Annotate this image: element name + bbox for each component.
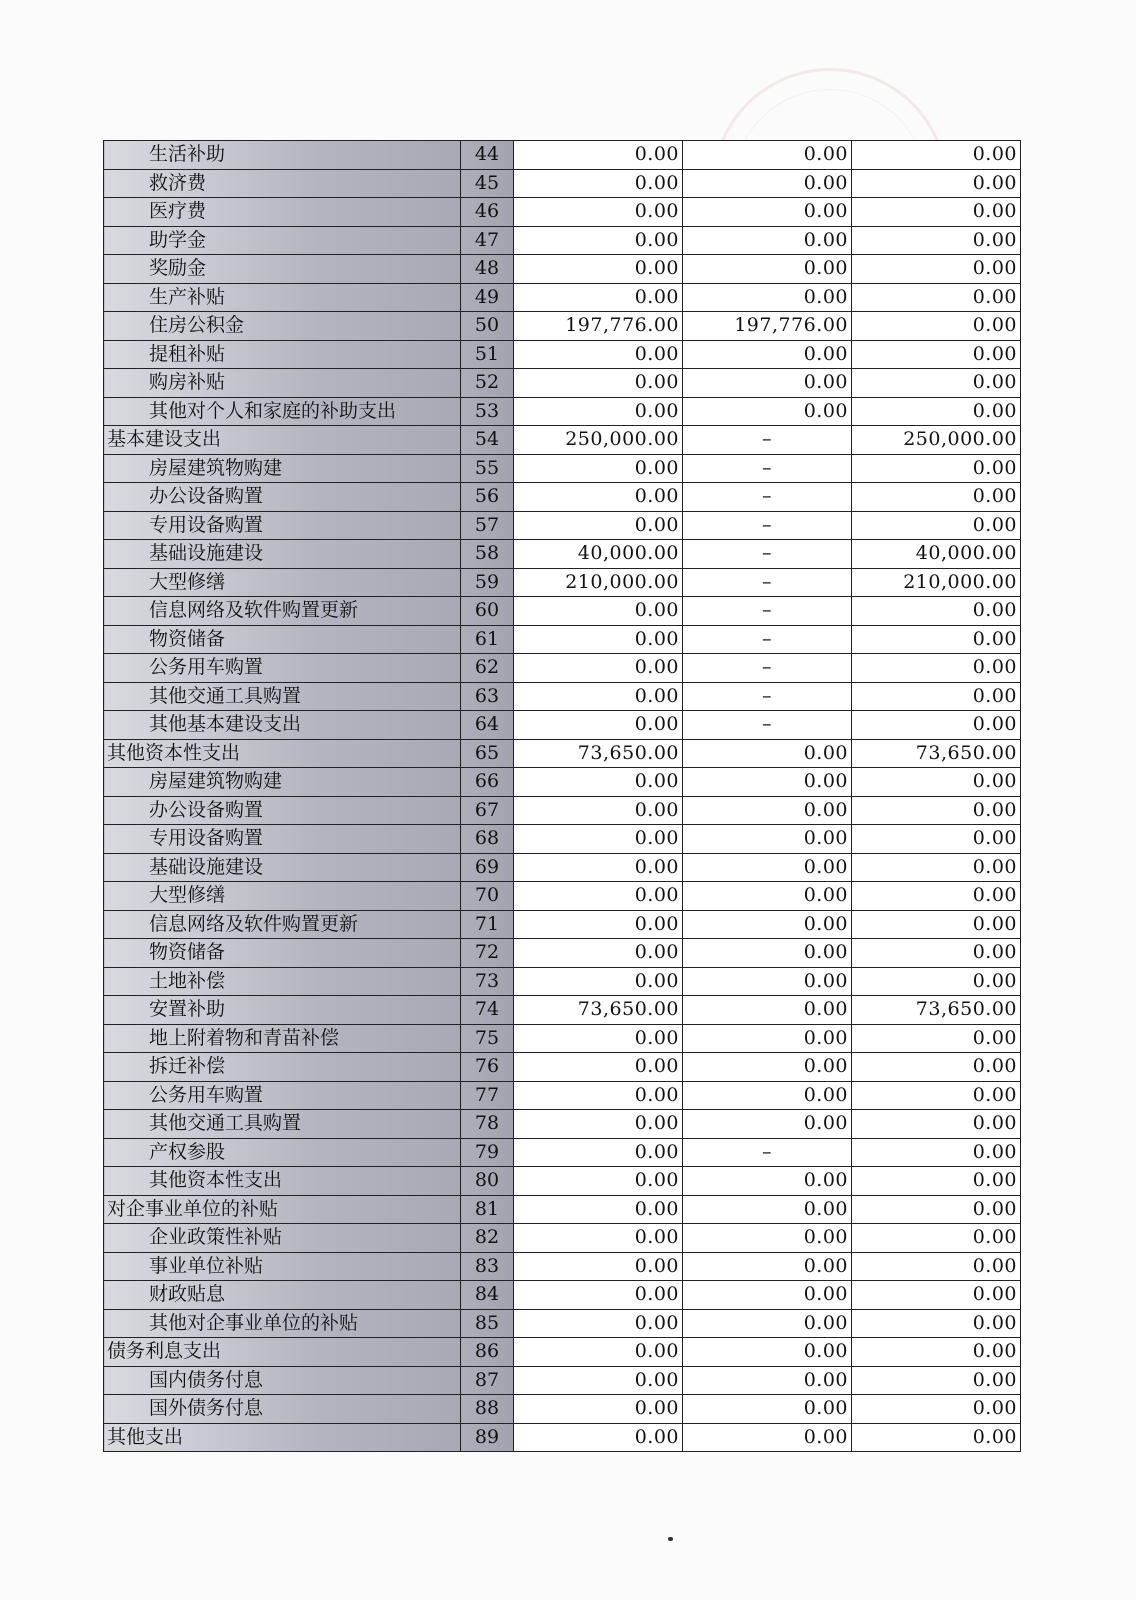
row-name-cell: 土地补偿: [104, 967, 461, 996]
value-col1-cell: 0.00: [514, 939, 683, 968]
table-row: [104, 682, 1021, 711]
row-name-cell: 公务用车购置: [104, 654, 461, 683]
row-name-cell: 生产补贴: [104, 283, 461, 312]
row-number-cell: 54: [461, 426, 514, 455]
value-col1-cell: 0.00: [514, 255, 683, 284]
value-col3-cell: 0.00: [852, 1395, 1021, 1424]
table-row: [104, 996, 1021, 1025]
value-col1-cell: 0.00: [514, 796, 683, 825]
value-col3-cell: 0.00: [852, 825, 1021, 854]
row-name-cell: 产权参股: [104, 1138, 461, 1167]
row-number-cell: 62: [461, 654, 514, 683]
value-col3-cell: 0.00: [852, 511, 1021, 540]
table-row: [104, 1138, 1021, 1167]
row-number-cell: 53: [461, 397, 514, 426]
row-number-cell: 60: [461, 597, 514, 626]
table-row: [104, 1053, 1021, 1082]
value-col2-cell: 0.00: [683, 169, 852, 198]
value-col2-cell: 0.00: [683, 1224, 852, 1253]
row-name-cell: 救济费: [104, 169, 461, 198]
row-name-cell: 对企事业单位的补贴: [104, 1195, 461, 1224]
value-col3-cell: 0.00: [852, 711, 1021, 740]
row-number-cell: 80: [461, 1167, 514, 1196]
value-col3-cell: 0.00: [852, 1138, 1021, 1167]
value-col1-cell: 0.00: [514, 483, 683, 512]
table-row: [104, 654, 1021, 683]
value-col3-cell: 0.00: [852, 255, 1021, 284]
value-col1-cell: 0.00: [514, 397, 683, 426]
value-col1-cell: 0.00: [514, 910, 683, 939]
row-number-cell: 68: [461, 825, 514, 854]
value-col2-cell: 0.00: [683, 226, 852, 255]
value-col3-cell: 0.00: [852, 1081, 1021, 1110]
value-col2-cell: 0.00: [683, 825, 852, 854]
value-col1-cell: 0.00: [514, 682, 683, 711]
value-col2-cell: –: [683, 540, 852, 569]
value-col3-cell: 0.00: [852, 1309, 1021, 1338]
row-number-cell: 73: [461, 967, 514, 996]
value-col3-cell: 0.00: [852, 1281, 1021, 1310]
row-number-cell: 79: [461, 1138, 514, 1167]
row-name-cell: 医疗费: [104, 198, 461, 227]
value-col2-cell: 197,776.00: [683, 312, 852, 341]
value-col1-cell: 73,650.00: [514, 739, 683, 768]
value-col1-cell: 0.00: [514, 1081, 683, 1110]
row-number-cell: 52: [461, 369, 514, 398]
row-number-cell: 46: [461, 198, 514, 227]
value-col2-cell: –: [683, 483, 852, 512]
value-col2-cell: 0.00: [683, 283, 852, 312]
value-col3-cell: 0.00: [852, 597, 1021, 626]
row-number-cell: 82: [461, 1224, 514, 1253]
table-row: [104, 597, 1021, 626]
value-col2-cell: –: [683, 454, 852, 483]
value-col2-cell: 0.00: [683, 853, 852, 882]
value-col1-cell: 0.00: [514, 1138, 683, 1167]
table-row: [104, 226, 1021, 255]
value-col2-cell: 0.00: [683, 255, 852, 284]
value-col2-cell: 0.00: [683, 1252, 852, 1281]
row-name-cell: 公务用车购置: [104, 1081, 461, 1110]
value-col3-cell: 0.00: [852, 1252, 1021, 1281]
value-col2-cell: 0.00: [683, 1309, 852, 1338]
value-col1-cell: 0.00: [514, 1224, 683, 1253]
value-col1-cell: 0.00: [514, 1252, 683, 1281]
row-name-cell: 其他支出: [104, 1423, 461, 1452]
row-number-cell: 89: [461, 1423, 514, 1452]
row-name-cell: 住房公积金: [104, 312, 461, 341]
value-col1-cell: 0.00: [514, 1366, 683, 1395]
row-number-cell: 61: [461, 625, 514, 654]
value-col3-cell: 73,650.00: [852, 739, 1021, 768]
value-col3-cell: 0.00: [852, 967, 1021, 996]
value-col2-cell: 0.00: [683, 1081, 852, 1110]
value-col2-cell: 0.00: [683, 1053, 852, 1082]
table-row: [104, 426, 1021, 455]
row-name-cell: 专用设备购置: [104, 825, 461, 854]
table-row: [104, 255, 1021, 284]
row-number-cell: 72: [461, 939, 514, 968]
value-col2-cell: 0.00: [683, 397, 852, 426]
value-col3-cell: 0.00: [852, 198, 1021, 227]
row-name-cell: 大型修缮: [104, 882, 461, 911]
row-name-cell: 安置补助: [104, 996, 461, 1025]
row-name-cell: 物资储备: [104, 939, 461, 968]
value-col3-cell: 0.00: [852, 768, 1021, 797]
value-col2-cell: 0.00: [683, 967, 852, 996]
expenditure-table: [103, 140, 1021, 1452]
value-col1-cell: 250,000.00: [514, 426, 683, 455]
row-number-cell: 69: [461, 853, 514, 882]
table-row: [104, 1338, 1021, 1367]
value-col3-cell: 0.00: [852, 796, 1021, 825]
value-col1-cell: 0.00: [514, 454, 683, 483]
value-col2-cell: –: [683, 654, 852, 683]
row-name-cell: 大型修缮: [104, 568, 461, 597]
value-col2-cell: 0.00: [683, 1195, 852, 1224]
value-col3-cell: 0.00: [852, 483, 1021, 512]
row-number-cell: 49: [461, 283, 514, 312]
value-col2-cell: 0.00: [683, 996, 852, 1025]
value-col3-cell: 0.00: [852, 141, 1021, 170]
value-col3-cell: 0.00: [852, 654, 1021, 683]
row-name-cell: 其他对个人和家庭的补助支出: [104, 397, 461, 426]
table-row: [104, 625, 1021, 654]
table-row: [104, 1252, 1021, 1281]
value-col2-cell: 0.00: [683, 882, 852, 911]
value-col1-cell: 0.00: [514, 141, 683, 170]
table-row: [104, 1423, 1021, 1452]
value-col3-cell: 0.00: [852, 369, 1021, 398]
value-col3-cell: 0.00: [852, 1053, 1021, 1082]
row-name-cell: 办公设备购置: [104, 796, 461, 825]
value-col3-cell: 0.00: [852, 1224, 1021, 1253]
value-col2-cell: –: [683, 682, 852, 711]
table-row: [104, 1395, 1021, 1424]
value-col1-cell: 0.00: [514, 226, 683, 255]
value-col1-cell: 0.00: [514, 1309, 683, 1338]
row-number-cell: 44: [461, 141, 514, 170]
value-col3-cell: 250,000.00: [852, 426, 1021, 455]
row-name-cell: 其他资本性支出: [104, 1167, 461, 1196]
value-col2-cell: 0.00: [683, 340, 852, 369]
value-col1-cell: 0.00: [514, 625, 683, 654]
value-col1-cell: 0.00: [514, 597, 683, 626]
row-name-cell: 债务利息支出: [104, 1338, 461, 1367]
table-row: [104, 1024, 1021, 1053]
table-row: [104, 825, 1021, 854]
value-col1-cell: 0.00: [514, 198, 683, 227]
row-number-cell: 48: [461, 255, 514, 284]
table-row: [104, 796, 1021, 825]
value-col1-cell: 0.00: [514, 967, 683, 996]
row-name-cell: 助学金: [104, 226, 461, 255]
row-number-cell: 74: [461, 996, 514, 1025]
value-col1-cell: 197,776.00: [514, 312, 683, 341]
value-col2-cell: 0.00: [683, 1366, 852, 1395]
value-col2-cell: 0.00: [683, 739, 852, 768]
value-col2-cell: 0.00: [683, 768, 852, 797]
value-col2-cell: 0.00: [683, 1024, 852, 1053]
value-col2-cell: 0.00: [683, 1423, 852, 1452]
row-number-cell: 50: [461, 312, 514, 341]
row-name-cell: 其他基本建设支出: [104, 711, 461, 740]
table-row: [104, 540, 1021, 569]
value-col1-cell: 0.00: [514, 1167, 683, 1196]
row-number-cell: 83: [461, 1252, 514, 1281]
value-col1-cell: 40,000.00: [514, 540, 683, 569]
table-row: [104, 853, 1021, 882]
row-name-cell: 奖励金: [104, 255, 461, 284]
row-name-cell: 信息网络及软件购置更新: [104, 597, 461, 626]
row-name-cell: 专用设备购置: [104, 511, 461, 540]
value-col3-cell: 0.00: [852, 1423, 1021, 1452]
row-number-cell: 88: [461, 1395, 514, 1424]
value-col1-cell: 0.00: [514, 1110, 683, 1139]
row-name-cell: 购房补贴: [104, 369, 461, 398]
row-name-cell: 其他资本性支出: [104, 739, 461, 768]
table-row: [104, 1309, 1021, 1338]
value-col2-cell: –: [683, 426, 852, 455]
row-name-cell: 其他交通工具购置: [104, 682, 461, 711]
row-name-cell: 事业单位补贴: [104, 1252, 461, 1281]
value-col3-cell: 0.00: [852, 1366, 1021, 1395]
table-row: [104, 141, 1021, 170]
value-col1-cell: 0.00: [514, 711, 683, 740]
row-number-cell: 78: [461, 1110, 514, 1139]
value-col3-cell: 0.00: [852, 226, 1021, 255]
value-col3-cell: 0.00: [852, 1195, 1021, 1224]
row-name-cell: 基本建设支出: [104, 426, 461, 455]
row-number-cell: 70: [461, 882, 514, 911]
value-col2-cell: 0.00: [683, 141, 852, 170]
row-number-cell: 45: [461, 169, 514, 198]
value-col2-cell: –: [683, 625, 852, 654]
value-col2-cell: 0.00: [683, 1167, 852, 1196]
value-col1-cell: 0.00: [514, 1053, 683, 1082]
table-row: [104, 1167, 1021, 1196]
value-col1-cell: 0.00: [514, 1195, 683, 1224]
value-col3-cell: 0.00: [852, 1167, 1021, 1196]
value-col1-cell: 73,650.00: [514, 996, 683, 1025]
value-col3-cell: 0.00: [852, 283, 1021, 312]
value-col1-cell: 0.00: [514, 1024, 683, 1053]
row-number-cell: 59: [461, 568, 514, 597]
table-row: [104, 169, 1021, 198]
value-col2-cell: 0.00: [683, 1338, 852, 1367]
value-col3-cell: 0.00: [852, 1024, 1021, 1053]
table-row: [104, 910, 1021, 939]
value-col3-cell: 0.00: [852, 682, 1021, 711]
value-col1-cell: 0.00: [514, 511, 683, 540]
row-number-cell: 56: [461, 483, 514, 512]
value-col3-cell: 0.00: [852, 882, 1021, 911]
value-col2-cell: 0.00: [683, 1395, 852, 1424]
table-row: [104, 369, 1021, 398]
row-name-cell: 基础设施建设: [104, 540, 461, 569]
value-col2-cell: –: [683, 711, 852, 740]
row-number-cell: 63: [461, 682, 514, 711]
value-col2-cell: 0.00: [683, 939, 852, 968]
value-col1-cell: 0.00: [514, 1395, 683, 1424]
value-col1-cell: 0.00: [514, 825, 683, 854]
value-col2-cell: –: [683, 597, 852, 626]
value-col1-cell: 0.00: [514, 169, 683, 198]
row-name-cell: 地上附着物和青苗补偿: [104, 1024, 461, 1053]
table-row: [104, 568, 1021, 597]
value-col3-cell: 0.00: [852, 312, 1021, 341]
row-name-cell: 其他对企事业单位的补贴: [104, 1309, 461, 1338]
row-number-cell: 64: [461, 711, 514, 740]
value-col3-cell: 0.00: [852, 853, 1021, 882]
table-row: [104, 511, 1021, 540]
row-number-cell: 84: [461, 1281, 514, 1310]
row-name-cell: 其他交通工具购置: [104, 1110, 461, 1139]
value-col1-cell: 0.00: [514, 654, 683, 683]
table-row: [104, 711, 1021, 740]
row-number-cell: 57: [461, 511, 514, 540]
value-col3-cell: 0.00: [852, 910, 1021, 939]
table-row: [104, 967, 1021, 996]
value-col1-cell: 0.00: [514, 340, 683, 369]
row-number-cell: 67: [461, 796, 514, 825]
value-col3-cell: 0.00: [852, 454, 1021, 483]
row-name-cell: 企业政策性补贴: [104, 1224, 461, 1253]
table-row: [104, 1110, 1021, 1139]
value-col3-cell: 40,000.00: [852, 540, 1021, 569]
row-name-cell: 生活补助: [104, 141, 461, 170]
value-col1-cell: 0.00: [514, 882, 683, 911]
page-mark: [668, 1537, 673, 1541]
value-col2-cell: –: [683, 511, 852, 540]
table-row: [104, 1195, 1021, 1224]
row-name-cell: 拆迁补偿: [104, 1053, 461, 1082]
value-col3-cell: 0.00: [852, 1338, 1021, 1367]
row-name-cell: 房屋建筑物购建: [104, 454, 461, 483]
table-row: [104, 1281, 1021, 1310]
value-col1-cell: 0.00: [514, 1423, 683, 1452]
value-col1-cell: 210,000.00: [514, 568, 683, 597]
table-row: [104, 397, 1021, 426]
table-body: [104, 141, 1021, 1452]
row-number-cell: 86: [461, 1338, 514, 1367]
value-col2-cell: 0.00: [683, 198, 852, 227]
value-col1-cell: 0.00: [514, 1338, 683, 1367]
value-col2-cell: 0.00: [683, 910, 852, 939]
table-row: [104, 739, 1021, 768]
table-row: [104, 1224, 1021, 1253]
value-col1-cell: 0.00: [514, 1281, 683, 1310]
row-name-cell: 提租补贴: [104, 340, 461, 369]
value-col2-cell: 0.00: [683, 369, 852, 398]
table-row: [104, 454, 1021, 483]
row-number-cell: 51: [461, 340, 514, 369]
row-number-cell: 81: [461, 1195, 514, 1224]
row-name-cell: 信息网络及软件购置更新: [104, 910, 461, 939]
row-name-cell: 基础设施建设: [104, 853, 461, 882]
row-number-cell: 66: [461, 768, 514, 797]
value-col3-cell: 0.00: [852, 1110, 1021, 1139]
value-col3-cell: 0.00: [852, 169, 1021, 198]
row-number-cell: 85: [461, 1309, 514, 1338]
row-number-cell: 77: [461, 1081, 514, 1110]
value-col2-cell: 0.00: [683, 1281, 852, 1310]
table-row: [104, 939, 1021, 968]
row-number-cell: 65: [461, 739, 514, 768]
row-name-cell: 办公设备购置: [104, 483, 461, 512]
table-row: [104, 340, 1021, 369]
row-name-cell: 财政贴息: [104, 1281, 461, 1310]
row-number-cell: 75: [461, 1024, 514, 1053]
value-col2-cell: –: [683, 1138, 852, 1167]
row-name-cell: 国内债务付息: [104, 1366, 461, 1395]
row-name-cell: 物资储备: [104, 625, 461, 654]
row-name-cell: 房屋建筑物购建: [104, 768, 461, 797]
table-row: [104, 283, 1021, 312]
value-col1-cell: 0.00: [514, 283, 683, 312]
table-row: [104, 483, 1021, 512]
value-col1-cell: 0.00: [514, 853, 683, 882]
value-col3-cell: 210,000.00: [852, 568, 1021, 597]
table-row: [104, 1081, 1021, 1110]
value-col2-cell: –: [683, 568, 852, 597]
table-row: [104, 198, 1021, 227]
value-col1-cell: 0.00: [514, 768, 683, 797]
value-col3-cell: 73,650.00: [852, 996, 1021, 1025]
value-col3-cell: 0.00: [852, 939, 1021, 968]
row-name-cell: 国外债务付息: [104, 1395, 461, 1424]
row-number-cell: 76: [461, 1053, 514, 1082]
value-col2-cell: 0.00: [683, 1110, 852, 1139]
value-col2-cell: 0.00: [683, 796, 852, 825]
value-col3-cell: 0.00: [852, 625, 1021, 654]
row-number-cell: 58: [461, 540, 514, 569]
table-row: [104, 768, 1021, 797]
table-row: [104, 882, 1021, 911]
value-col3-cell: 0.00: [852, 340, 1021, 369]
row-number-cell: 87: [461, 1366, 514, 1395]
table-row: [104, 312, 1021, 341]
value-col3-cell: 0.00: [852, 397, 1021, 426]
row-number-cell: 71: [461, 910, 514, 939]
row-number-cell: 47: [461, 226, 514, 255]
row-number-cell: 55: [461, 454, 514, 483]
value-col1-cell: 0.00: [514, 369, 683, 398]
table-row: [104, 1366, 1021, 1395]
